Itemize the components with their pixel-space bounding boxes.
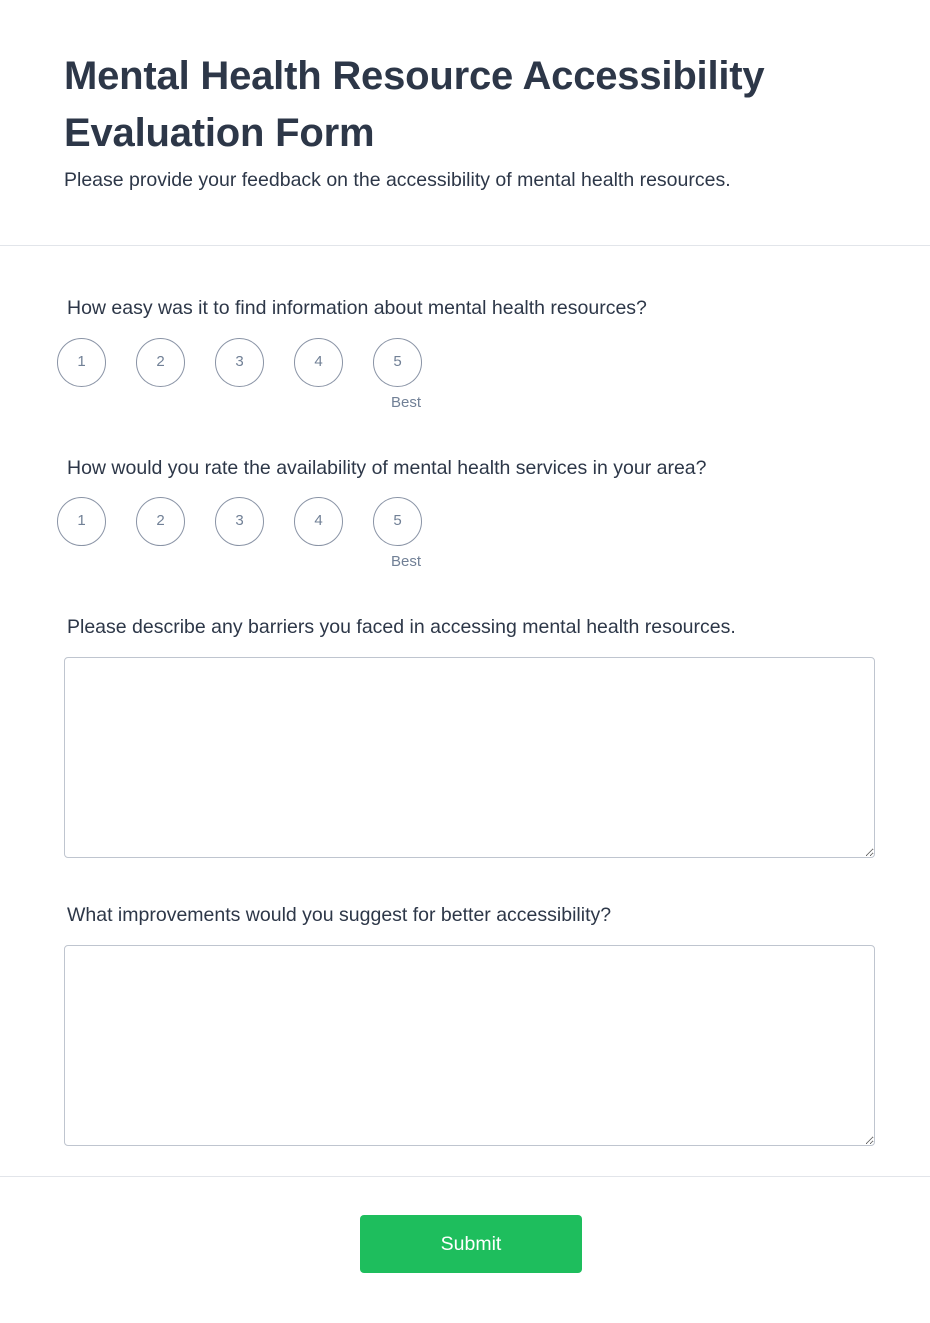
page-subtitle: Please provide your feedback on the accessibility of mental health resources.: [64, 169, 731, 191]
rating-option-2[interactable]: 2: [136, 497, 185, 546]
rating-option-5[interactable]: 5: [373, 497, 422, 546]
question-label-find-information: How easy was it to find information about mental health resources?: [67, 297, 647, 319]
rating-option-3[interactable]: 3: [215, 338, 264, 387]
question-label-service-availability: How would you rate the availability of mental health services in your area?: [67, 457, 707, 479]
question-label-barriers: Please describe any barriers you faced in accessing mental health resources.: [67, 616, 736, 638]
rating-option-1[interactable]: 1: [57, 338, 106, 387]
question-label-improvements: What improvements would you suggest for better accessibility?: [67, 904, 612, 926]
rating-best-label: Best: [391, 553, 422, 570]
rating-option-1[interactable]: 1: [57, 497, 106, 546]
rating-group-find-information: [57, 338, 437, 418]
footer-divider: [0, 1176, 930, 1177]
rating-option-4[interactable]: 4: [294, 338, 343, 387]
rating-option-2[interactable]: 2: [136, 338, 185, 387]
rating-option-3[interactable]: 3: [215, 497, 264, 546]
submit-button[interactable]: Submit: [360, 1215, 582, 1273]
page-title: Mental Health Resource Accessibility Evaluation Form: [64, 54, 765, 155]
improvements-textarea[interactable]: [64, 945, 875, 1146]
rating-group-service-availability: [57, 497, 437, 577]
form-header: [0, 0, 930, 246]
rating-option-4[interactable]: 4: [294, 497, 343, 546]
rating-best-label: Best: [391, 394, 422, 411]
rating-option-5[interactable]: 5: [373, 338, 422, 387]
barriers-textarea[interactable]: [64, 657, 875, 858]
